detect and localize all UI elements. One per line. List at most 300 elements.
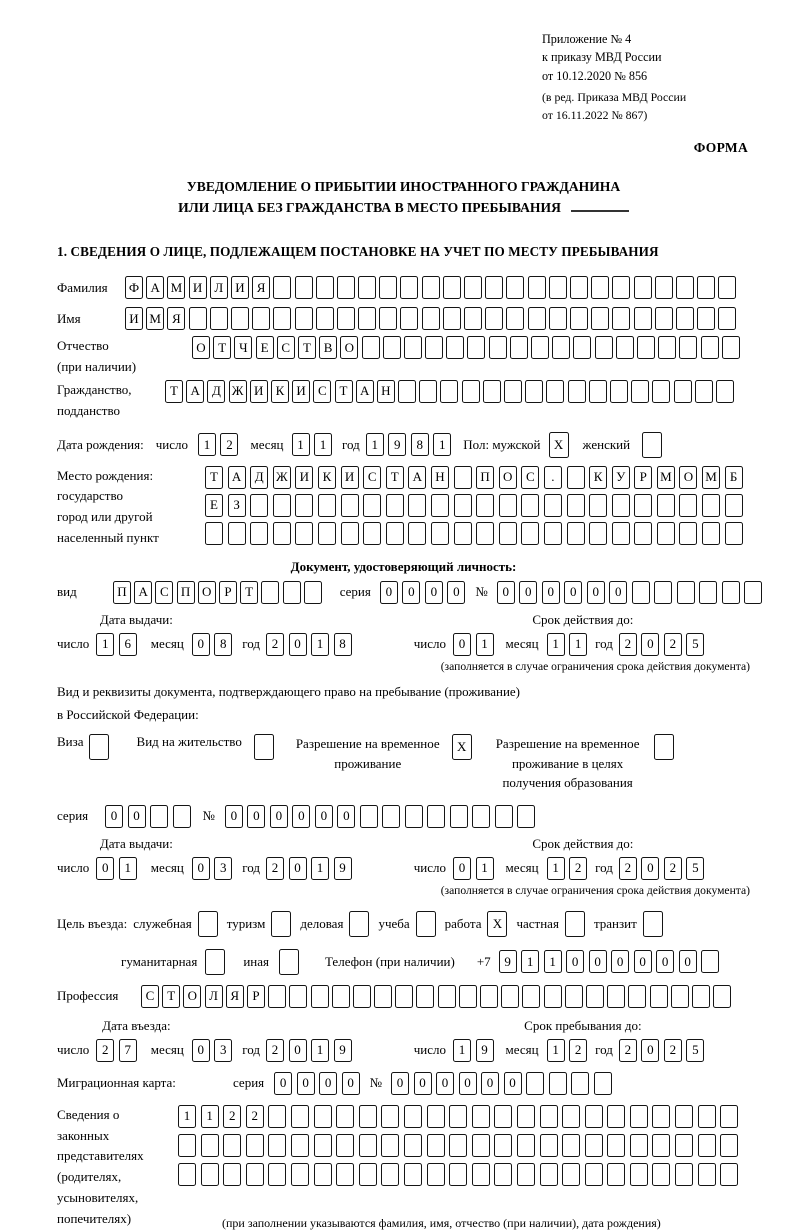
char-cell[interactable]: .	[544, 466, 562, 489]
char-cell[interactable]: Д	[250, 466, 268, 489]
char-cell[interactable]: А	[134, 581, 152, 604]
char-cell[interactable]: 8	[411, 433, 429, 456]
char-cell[interactable]	[517, 1163, 535, 1186]
char-cell[interactable]	[720, 1134, 738, 1157]
char-cell[interactable]	[675, 1105, 693, 1128]
char-cell[interactable]: 1	[547, 1039, 565, 1062]
char-cell[interactable]	[632, 581, 650, 604]
char-cell[interactable]	[383, 336, 401, 359]
char-cell[interactable]: 9	[334, 857, 352, 880]
char-cell[interactable]: 0	[453, 633, 471, 656]
char-cell[interactable]	[316, 307, 334, 330]
char-cell[interactable]	[472, 1163, 490, 1186]
char-cell[interactable]	[268, 985, 286, 1008]
char-cell[interactable]: 2	[96, 1039, 114, 1062]
char-cell[interactable]: 0	[402, 581, 420, 604]
char-cell[interactable]: В	[319, 336, 337, 359]
char-cell[interactable]	[472, 805, 490, 828]
char-cell[interactable]	[722, 336, 740, 359]
char-cell[interactable]: 0	[128, 805, 146, 828]
char-cell[interactable]	[210, 307, 228, 330]
char-cell[interactable]	[189, 307, 207, 330]
char-cell[interactable]	[336, 1134, 354, 1157]
char-cell[interactable]	[483, 380, 501, 403]
char-cell[interactable]: 0	[315, 805, 333, 828]
char-cell[interactable]	[589, 494, 607, 517]
char-cell[interactable]	[386, 494, 404, 517]
char-cell[interactable]	[304, 581, 322, 604]
char-cell[interactable]	[400, 276, 418, 299]
char-cell[interactable]	[612, 494, 630, 517]
char-cell[interactable]	[489, 336, 507, 359]
char-cell[interactable]	[571, 1072, 589, 1095]
char-cell[interactable]: 2	[220, 433, 238, 456]
char-cell[interactable]: Б	[725, 466, 743, 489]
char-cell[interactable]	[610, 380, 628, 403]
char-cell[interactable]: 2	[223, 1105, 241, 1128]
char-cell[interactable]	[454, 494, 472, 517]
char-cell[interactable]	[454, 466, 472, 489]
char-cell[interactable]	[427, 1163, 445, 1186]
char-cell[interactable]	[679, 522, 697, 545]
char-cell[interactable]	[607, 1163, 625, 1186]
char-cell[interactable]	[676, 276, 694, 299]
char-cell[interactable]	[427, 805, 445, 828]
char-cell[interactable]: О	[499, 466, 517, 489]
char-cell[interactable]: М	[167, 276, 185, 299]
char-cell[interactable]	[718, 276, 736, 299]
char-cell[interactable]: 2	[266, 1039, 284, 1062]
char-cell[interactable]	[494, 1134, 512, 1157]
char-cell[interactable]: И	[292, 380, 310, 403]
char-cell[interactable]	[353, 985, 371, 1008]
char-cell[interactable]: 0	[337, 805, 355, 828]
char-cell[interactable]: Д	[207, 380, 225, 403]
char-cell[interactable]: 0	[453, 857, 471, 880]
char-cell[interactable]	[464, 276, 482, 299]
char-cell[interactable]: 5	[686, 1039, 704, 1062]
char-cell[interactable]: М	[702, 466, 720, 489]
char-cell[interactable]	[381, 1134, 399, 1157]
char-cell[interactable]: Ф	[125, 276, 143, 299]
char-cell[interactable]	[744, 581, 762, 604]
char-cell[interactable]	[472, 1134, 490, 1157]
char-cell[interactable]	[449, 1134, 467, 1157]
char-cell[interactable]	[363, 522, 381, 545]
char-cell[interactable]: Ж	[229, 380, 247, 403]
char-cell[interactable]	[316, 276, 334, 299]
char-cell[interactable]: С	[521, 466, 539, 489]
char-cell[interactable]: Р	[634, 466, 652, 489]
char-cell[interactable]: 0	[414, 1072, 432, 1095]
char-cell[interactable]	[567, 494, 585, 517]
char-cell[interactable]: 0	[656, 950, 674, 973]
char-cell[interactable]	[291, 1105, 309, 1128]
char-cell[interactable]: С	[363, 466, 381, 489]
char-cell[interactable]: 1	[311, 857, 329, 880]
char-cell[interactable]: 2	[266, 633, 284, 656]
char-cell[interactable]: 0	[292, 805, 310, 828]
char-cell[interactable]	[318, 522, 336, 545]
char-cell[interactable]	[612, 522, 630, 545]
char-cell[interactable]: 2	[664, 633, 682, 656]
char-cell[interactable]: И	[125, 307, 143, 330]
char-cell[interactable]	[494, 1105, 512, 1128]
char-cell[interactable]	[337, 307, 355, 330]
char-cell[interactable]: X	[487, 911, 507, 937]
char-cell[interactable]: 3	[214, 857, 232, 880]
char-cell[interactable]	[358, 307, 376, 330]
char-cell[interactable]: 1	[521, 950, 539, 973]
char-cell[interactable]	[567, 466, 585, 489]
char-cell[interactable]	[612, 307, 630, 330]
char-cell[interactable]: 2	[664, 1039, 682, 1062]
char-cell[interactable]	[359, 1163, 377, 1186]
char-cell[interactable]	[89, 734, 109, 760]
char-cell[interactable]	[552, 336, 570, 359]
char-cell[interactable]	[362, 336, 380, 359]
char-cell[interactable]	[438, 985, 456, 1008]
char-cell[interactable]	[630, 1163, 648, 1186]
char-cell[interactable]	[422, 307, 440, 330]
char-cell[interactable]	[395, 985, 413, 1008]
char-cell[interactable]	[549, 1072, 567, 1095]
char-cell[interactable]	[416, 985, 434, 1008]
char-cell[interactable]	[419, 380, 437, 403]
char-cell[interactable]	[630, 1105, 648, 1128]
char-cell[interactable]	[228, 522, 246, 545]
char-cell[interactable]: 2	[619, 1039, 637, 1062]
char-cell[interactable]: X	[452, 734, 472, 760]
char-cell[interactable]	[525, 380, 543, 403]
char-cell[interactable]	[544, 522, 562, 545]
char-cell[interactable]: И	[341, 466, 359, 489]
char-cell[interactable]	[702, 522, 720, 545]
char-cell[interactable]: И	[295, 466, 313, 489]
char-cell[interactable]	[443, 276, 461, 299]
char-cell[interactable]	[652, 1134, 670, 1157]
char-cell[interactable]: О	[198, 581, 216, 604]
char-cell[interactable]	[528, 307, 546, 330]
char-cell[interactable]	[198, 911, 218, 937]
char-cell[interactable]	[268, 1163, 286, 1186]
char-cell[interactable]	[573, 336, 591, 359]
char-cell[interactable]	[337, 276, 355, 299]
char-cell[interactable]	[540, 1105, 558, 1128]
char-cell[interactable]: О	[679, 466, 697, 489]
char-cell[interactable]	[449, 1163, 467, 1186]
char-cell[interactable]	[654, 734, 674, 760]
char-cell[interactable]: У	[612, 466, 630, 489]
char-cell[interactable]	[643, 911, 663, 937]
char-cell[interactable]	[295, 276, 313, 299]
char-cell[interactable]: Т	[240, 581, 258, 604]
char-cell[interactable]	[446, 336, 464, 359]
char-cell[interactable]	[291, 1134, 309, 1157]
char-cell[interactable]: 1	[198, 433, 216, 456]
char-cell[interactable]: 1	[569, 633, 587, 656]
char-cell[interactable]	[658, 336, 676, 359]
char-cell[interactable]	[462, 380, 480, 403]
char-cell[interactable]	[250, 494, 268, 517]
char-cell[interactable]	[480, 985, 498, 1008]
char-cell[interactable]	[544, 985, 562, 1008]
char-cell[interactable]	[591, 276, 609, 299]
char-cell[interactable]	[589, 522, 607, 545]
char-cell[interactable]	[586, 985, 604, 1008]
char-cell[interactable]: 0	[641, 633, 659, 656]
char-cell[interactable]: 0	[247, 805, 265, 828]
char-cell[interactable]	[295, 522, 313, 545]
char-cell[interactable]: 1	[547, 857, 565, 880]
char-cell[interactable]	[591, 307, 609, 330]
char-cell[interactable]	[291, 1163, 309, 1186]
char-cell[interactable]	[675, 1134, 693, 1157]
char-cell[interactable]: Е	[205, 494, 223, 517]
char-cell[interactable]: 2	[619, 857, 637, 880]
char-cell[interactable]	[722, 581, 740, 604]
char-cell[interactable]	[499, 522, 517, 545]
char-cell[interactable]: 1	[311, 1039, 329, 1062]
char-cell[interactable]	[359, 1105, 377, 1128]
char-cell[interactable]: И	[250, 380, 268, 403]
char-cell[interactable]	[205, 949, 225, 975]
char-cell[interactable]: К	[589, 466, 607, 489]
char-cell[interactable]	[246, 1134, 264, 1157]
char-cell[interactable]: Н	[431, 466, 449, 489]
char-cell[interactable]	[702, 494, 720, 517]
char-cell[interactable]: Е	[256, 336, 274, 359]
char-cell[interactable]: 2	[569, 1039, 587, 1062]
char-cell[interactable]: М	[146, 307, 164, 330]
char-cell[interactable]	[440, 380, 458, 403]
char-cell[interactable]	[544, 494, 562, 517]
char-cell[interactable]: Л	[205, 985, 223, 1008]
char-cell[interactable]	[454, 522, 472, 545]
char-cell[interactable]	[273, 494, 291, 517]
char-cell[interactable]: Р	[219, 581, 237, 604]
char-cell[interactable]: X	[549, 432, 569, 458]
char-cell[interactable]	[565, 985, 583, 1008]
char-cell[interactable]	[381, 1163, 399, 1186]
char-cell[interactable]	[250, 522, 268, 545]
char-cell[interactable]	[595, 336, 613, 359]
char-cell[interactable]	[268, 1134, 286, 1157]
char-cell[interactable]	[634, 307, 652, 330]
char-cell[interactable]: 1	[292, 433, 310, 456]
char-cell[interactable]	[655, 276, 673, 299]
char-cell[interactable]: 0	[589, 950, 607, 973]
char-cell[interactable]: 0	[564, 581, 582, 604]
char-cell[interactable]	[650, 985, 668, 1008]
char-cell[interactable]	[674, 380, 692, 403]
char-cell[interactable]: 0	[270, 805, 288, 828]
char-cell[interactable]	[459, 985, 477, 1008]
char-cell[interactable]	[349, 911, 369, 937]
char-cell[interactable]	[725, 522, 743, 545]
char-cell[interactable]: 3	[214, 1039, 232, 1062]
char-cell[interactable]: А	[356, 380, 374, 403]
char-cell[interactable]	[425, 336, 443, 359]
char-cell[interactable]	[404, 1134, 422, 1157]
char-cell[interactable]	[540, 1163, 558, 1186]
char-cell[interactable]	[476, 494, 494, 517]
char-cell[interactable]	[318, 494, 336, 517]
char-cell[interactable]	[341, 522, 359, 545]
char-cell[interactable]: 0	[342, 1072, 360, 1095]
char-cell[interactable]: 0	[289, 857, 307, 880]
char-cell[interactable]	[386, 522, 404, 545]
char-cell[interactable]: 0	[447, 581, 465, 604]
char-cell[interactable]	[360, 805, 378, 828]
char-cell[interactable]: 0	[425, 581, 443, 604]
char-cell[interactable]: 1	[476, 633, 494, 656]
char-cell[interactable]: 0	[641, 1039, 659, 1062]
char-cell[interactable]	[652, 380, 670, 403]
char-cell[interactable]	[655, 307, 673, 330]
char-cell[interactable]	[427, 1105, 445, 1128]
char-cell[interactable]	[634, 522, 652, 545]
char-cell[interactable]: 5	[686, 633, 704, 656]
char-cell[interactable]: 0	[297, 1072, 315, 1095]
char-cell[interactable]: 1	[96, 633, 114, 656]
char-cell[interactable]	[701, 950, 719, 973]
char-cell[interactable]	[467, 336, 485, 359]
char-cell[interactable]: 0	[105, 805, 123, 828]
char-cell[interactable]	[607, 985, 625, 1008]
char-cell[interactable]	[283, 581, 301, 604]
char-cell[interactable]	[422, 276, 440, 299]
char-cell[interactable]: И	[189, 276, 207, 299]
char-cell[interactable]	[637, 336, 655, 359]
char-cell[interactable]	[713, 985, 731, 1008]
char-cell[interactable]	[336, 1105, 354, 1128]
char-cell[interactable]	[379, 276, 397, 299]
char-cell[interactable]	[570, 276, 588, 299]
char-cell[interactable]: М	[657, 466, 675, 489]
char-cell[interactable]	[549, 276, 567, 299]
char-cell[interactable]: 0	[459, 1072, 477, 1095]
char-cell[interactable]: Ж	[273, 466, 291, 489]
char-cell[interactable]: 2	[246, 1105, 264, 1128]
char-cell[interactable]: А	[186, 380, 204, 403]
char-cell[interactable]	[528, 276, 546, 299]
char-cell[interactable]	[499, 494, 517, 517]
char-cell[interactable]: Т	[298, 336, 316, 359]
char-cell[interactable]: 8	[334, 633, 352, 656]
char-cell[interactable]	[252, 307, 270, 330]
char-cell[interactable]	[398, 380, 416, 403]
char-cell[interactable]: 0	[542, 581, 560, 604]
char-cell[interactable]: 0	[274, 1072, 292, 1095]
char-cell[interactable]: О	[192, 336, 210, 359]
char-cell[interactable]	[382, 805, 400, 828]
char-cell[interactable]	[404, 336, 422, 359]
char-cell[interactable]	[725, 494, 743, 517]
char-cell[interactable]: А	[408, 466, 426, 489]
char-cell[interactable]: 1	[453, 1039, 471, 1062]
char-cell[interactable]	[358, 276, 376, 299]
char-cell[interactable]	[526, 1072, 544, 1095]
char-cell[interactable]	[405, 805, 423, 828]
char-cell[interactable]	[720, 1163, 738, 1186]
char-cell[interactable]: И	[231, 276, 249, 299]
char-cell[interactable]: 0	[519, 581, 537, 604]
char-cell[interactable]	[698, 1134, 716, 1157]
char-cell[interactable]	[336, 1163, 354, 1186]
char-cell[interactable]	[607, 1134, 625, 1157]
char-cell[interactable]: 0	[611, 950, 629, 973]
char-cell[interactable]	[506, 276, 524, 299]
char-cell[interactable]	[359, 1134, 377, 1157]
char-cell[interactable]: 1	[119, 857, 137, 880]
char-cell[interactable]	[522, 985, 540, 1008]
char-cell[interactable]	[314, 1134, 332, 1157]
char-cell[interactable]	[631, 380, 649, 403]
char-cell[interactable]: 1	[314, 433, 332, 456]
char-cell[interactable]: Я	[226, 985, 244, 1008]
char-cell[interactable]: 2	[664, 857, 682, 880]
char-cell[interactable]	[450, 805, 468, 828]
char-cell[interactable]: П	[177, 581, 195, 604]
char-cell[interactable]	[400, 307, 418, 330]
char-cell[interactable]	[501, 985, 519, 1008]
char-cell[interactable]	[657, 494, 675, 517]
char-cell[interactable]	[517, 805, 535, 828]
char-cell[interactable]: 1	[201, 1105, 219, 1128]
char-cell[interactable]: Ч	[234, 336, 252, 359]
char-cell[interactable]: 2	[266, 857, 284, 880]
char-cell[interactable]: 1	[311, 633, 329, 656]
char-cell[interactable]	[381, 1105, 399, 1128]
char-cell[interactable]: 1	[547, 633, 565, 656]
char-cell[interactable]: Т	[386, 466, 404, 489]
char-cell[interactable]	[273, 307, 291, 330]
char-cell[interactable]	[612, 276, 630, 299]
char-cell[interactable]	[699, 581, 717, 604]
char-cell[interactable]	[379, 307, 397, 330]
char-cell[interactable]: Т	[213, 336, 231, 359]
char-cell[interactable]	[695, 380, 713, 403]
char-cell[interactable]: 9	[476, 1039, 494, 1062]
char-cell[interactable]	[517, 1105, 535, 1128]
char-cell[interactable]	[341, 494, 359, 517]
char-cell[interactable]: 0	[634, 950, 652, 973]
char-cell[interactable]	[268, 1105, 286, 1128]
char-cell[interactable]	[223, 1163, 241, 1186]
char-cell[interactable]	[585, 1134, 603, 1157]
char-cell[interactable]: 0	[679, 950, 697, 973]
char-cell[interactable]: Т	[335, 380, 353, 403]
char-cell[interactable]	[314, 1105, 332, 1128]
char-cell[interactable]: А	[146, 276, 164, 299]
char-cell[interactable]: 0	[497, 581, 515, 604]
char-cell[interactable]: К	[318, 466, 336, 489]
char-cell[interactable]: О	[183, 985, 201, 1008]
char-cell[interactable]	[495, 805, 513, 828]
char-cell[interactable]	[427, 1134, 445, 1157]
char-cell[interactable]: 5	[686, 857, 704, 880]
char-cell[interactable]	[562, 1134, 580, 1157]
char-cell[interactable]	[531, 336, 549, 359]
char-cell[interactable]: 0	[587, 581, 605, 604]
char-cell[interactable]	[679, 336, 697, 359]
char-cell[interactable]	[562, 1105, 580, 1128]
char-cell[interactable]: 0	[192, 633, 210, 656]
char-cell[interactable]	[201, 1134, 219, 1157]
char-cell[interactable]	[716, 380, 734, 403]
char-cell[interactable]: 0	[609, 581, 627, 604]
